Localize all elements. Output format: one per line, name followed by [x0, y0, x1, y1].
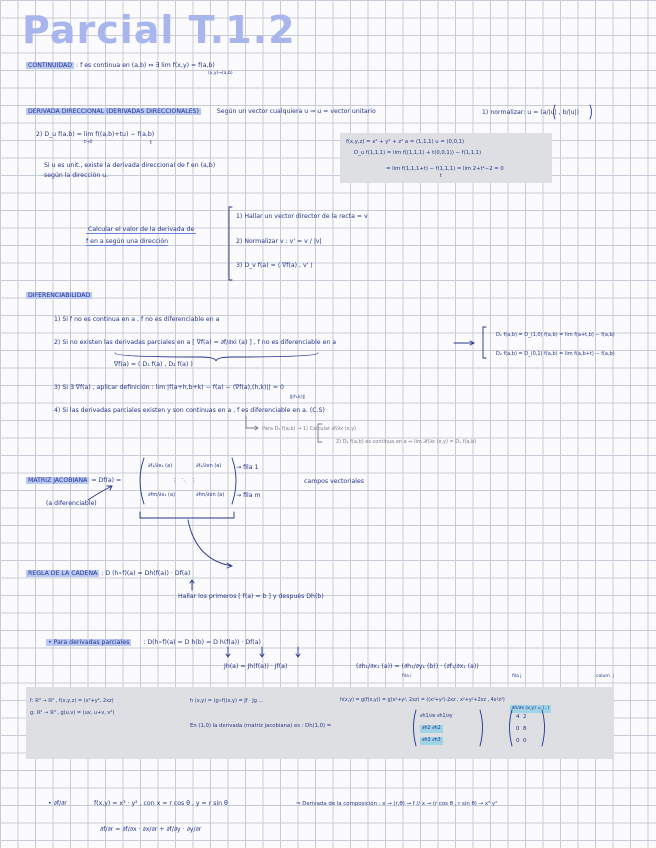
jacobiana-underbracket [140, 512, 234, 518]
ejemplo2-res-0: 4 [516, 714, 520, 720]
continuidad-text: : f es continua en (a,b) ⇔ ∃ lim f(x,y) = f(a,b) [76, 62, 215, 69]
jacobiana-nota: (a diferenciable) [46, 500, 97, 507]
ejemplo2-res-4: 0 [516, 738, 520, 744]
ejemplo2-res-paren-left [510, 710, 513, 746]
parciales-sub-2: fila j [512, 674, 522, 679]
ejemplo2-r2: ∂h2 ∂h2 [422, 726, 441, 731]
diferenciabilidad-p3-den: ‖(h,k)‖ [290, 395, 305, 400]
ejemplo-line-2: D_u f(1,1,1) = lim f((1,1,1) + t(0,0,1)) − f(1,1,1) [354, 150, 482, 156]
diferenciabilidad-label: DIFERENCIABILIDAD [28, 292, 91, 299]
jacobiana-eq: = Df(a) = [91, 477, 122, 484]
page-title: Parcial T.1.2 [22, 8, 296, 52]
ejemplo2-r3: ∂h3 ∂h3 [422, 738, 441, 743]
direccional-def: 2) D_u f(a,b) = lim f((a,b)+tu) − f(a,b) [36, 131, 155, 138]
ejemplo2-paren-left [414, 710, 417, 746]
direccional-def-lim: t→0 [84, 140, 93, 145]
direccional-text: Según un vector cualquiera u ⇒ u = vector unitario [216, 108, 376, 115]
ejemplo2-res-2: 0 [516, 726, 520, 732]
ejemplo2-res-5: 0 [523, 738, 527, 744]
jacobiana-mm1: ∂fm/∂x₁ (a) [148, 492, 176, 498]
ejemplo2-l3: h (x,y) = (g∘f)(x,y) = Jf · Jg ... [190, 698, 264, 704]
calcular-step-1: 1) Hallar un vector director de la recta = v [236, 213, 368, 220]
cadena-label: REGLA DE LA CADENA [28, 570, 98, 577]
parciales-arrow-2 [260, 647, 264, 657]
direccional-nota-1: Si u es unit., existe la derivada direccional de f en (a,b) [44, 162, 216, 169]
dif-gray-brace [318, 424, 322, 442]
ejemplo2-highlight: ∂h/∂x (x,y) = (..) [512, 706, 550, 711]
ejemplo-line-3-den: t [440, 173, 442, 179]
ultimo-b: f(x,y) = x³ · y² , con x = r cos θ , y = r sin θ [94, 800, 228, 807]
ejemplo2-res-3: 8 [523, 726, 527, 732]
direccional-def-den: t [150, 140, 152, 146]
diferenciabilidad-right-1: D₁ f(a,b) = D_(1,0) f(a,b) = lim f(a+t,b) − f(a,b) [496, 332, 615, 338]
parciales-sub-3: colum. j [596, 674, 614, 679]
calcular-step-2: 2) Normalizar v : v' = v / |v| [236, 238, 322, 245]
jacobiana-m1n: ∂f₁/∂xn (a) [196, 463, 222, 469]
calcular-brace [229, 207, 232, 280]
ejemplo2-res-paren-right [542, 710, 545, 746]
diferenciabilidad-p2: 2) Si no existen las derivadas parciales en a [ ∇f(a) = ∂f/∂xi (a) ] , f no es diferenciable en a [54, 339, 337, 346]
jacobiana-row-m-note: → fila m [236, 492, 261, 499]
calcular-step-3: 3) D_v f(a) = ⟨ ∇f(a) , v' ⟩ [236, 262, 313, 269]
ejemplo2-l4: En (1,0) la derivada (matriz jacobiana) es : Dh(1,0) = [190, 723, 332, 729]
ejemplo2-l5: h(x,y) = g(f(x,y)) = g(x²+y², 2xz) = ((x²+y²)·2xz , x²+y²+2xz , 4x²z²) [340, 698, 505, 703]
ultimo-a: • ∂f/∂r [48, 800, 67, 807]
ejemplo2-paren-right [480, 710, 483, 746]
parciales-label: • Para derivadas parciales [48, 639, 130, 646]
cadena-nota: Hallar los primeros [ f(a) = b ] y después Dh(b) [178, 593, 324, 600]
parciales-arrow-3 [296, 647, 300, 657]
normalizar-paren-left [554, 105, 556, 119]
dif-underbrace [115, 353, 318, 361]
jacobiana-label: MATRIZ JACOBIANA [28, 477, 88, 484]
ejemplo2-l1: f: ℝ³ → ℝ² , f(x,y,z) = (x²+y², 2xz) [30, 698, 114, 704]
direccional-nota-2: según la dirección u. [44, 172, 109, 179]
ejemplo-line-1: f(x,y,z) = x² + y² + z² a = (1,1,1) u = (0,0,1) [346, 139, 465, 145]
ultimo-d: ∂f/∂r = ∂f/∂x · ∂x/∂r + ∂f/∂y · ∂y/∂r [100, 826, 202, 833]
calcular-left-2-text: f en a según una dirección [86, 238, 169, 245]
continuidad-limit-sub: (x,y)→(a,b) [208, 71, 233, 76]
diferenciabilidad-p4: 4) Si las derivadas parciales existen y son continuas en a , f es diferenciable en a. (C.S) [54, 407, 325, 414]
parciales-sub-1: fila i [402, 674, 412, 679]
dif-arrow [454, 341, 474, 345]
parciales-chain: (∂h₁/∂x₁ (a)) = (∂h₁/∂y₁ (b)) · (∂f₁/∂x₁ (a)) [356, 663, 479, 670]
ejemplo2-res-1: 2 [523, 714, 527, 720]
ejemplo2-r1: ∂h1/∂x ∂h1/∂y [420, 714, 453, 719]
diferenciabilidad-p3: 3) Si ∃ ∇f(a) , aplicar definición : lim |f(a+h,b+k) − f(a) − ⟨∇f(a),(h,k)⟩| = 0 [54, 384, 284, 391]
ejemplo-line-3: = lim f(1,1,1+t) − f(1,1,1) = lim 2+t²−2 = 0 [386, 166, 504, 172]
dif-gray-arrow [246, 416, 258, 430]
calcular-left-1-text: Calcular el valor de la derivada de [88, 226, 195, 233]
diferenciabilidad-p4b: 2) D₁ f(a,b) es continua en a ⇔ lim ∂f/∂x (x,y) = D₁ f(a,b) [336, 439, 477, 445]
jacobiana-paren-right [232, 458, 236, 504]
jacobiana-paren-left [140, 458, 144, 504]
jacobiana-mmn: ∂fm/∂xn (a) [196, 492, 225, 498]
cadena-eq: : D (h∘f)(a) = Dh(f(a)) · Df(a) [101, 570, 191, 577]
diferenciabilidad-p2b: ∇f(a) = ( D₁ f(a) , D₂ f(a) ) [114, 361, 193, 368]
jacobiana-curve-arrow [188, 520, 232, 568]
jacobiana-row-1-note: → fila 1 [236, 464, 259, 471]
ultimo-c: ⇒ Derivada de la composición : x → (r,θ) → f // x → (r cos θ , r sin θ) → x³ y² [296, 801, 498, 807]
jacobiana-arrow [88, 486, 112, 500]
jacobiana-campos: campos vectoriales [304, 478, 365, 485]
direccional-label: DERIVADA DIRECCIONAL (DERIVADAS DIRECCIONALES) [28, 108, 199, 115]
jacobiana-m11: ∂f₁/∂x₁ (a) [148, 463, 173, 469]
diferenciabilidad-p1: 1) Si f no es continua en a , f no es diferenciable en a [54, 316, 220, 323]
cadena-up-arrow [190, 580, 194, 590]
parciales-eq: : D(h∘f)(a) = D h(b) = D h(f(a)) · Df(a) [143, 639, 261, 646]
diferenciabilidad-p4a: Para D₁ f(a,b) → 1) Calcular ∂f/∂x (x,y) [262, 426, 357, 432]
parciales-arrow-1 [226, 647, 230, 657]
parciales-eq2: Jh(a) = Jh(f(a)) · Jf(a) [224, 663, 288, 670]
normalizar-paren-right [590, 105, 592, 119]
normalizar-text: 1) normalizar: u = (a/|u| , b/|u|) [482, 109, 580, 116]
diferenciabilidad-right-2: D₂ f(a,b) = D_(0,1) f(a,b) = lim f(a,b+t) − f(a,b) [496, 351, 615, 357]
dif-right-brace [483, 327, 486, 358]
ejemplo2-l2: g: ℝ² → ℝ³ , g(u,v) = (uv, u+v, v²) [30, 710, 115, 716]
continuidad-label: CONTINUIDAD [28, 62, 73, 69]
jacobiana-dots: ⋮ ⋱ ⋮ [172, 478, 197, 484]
